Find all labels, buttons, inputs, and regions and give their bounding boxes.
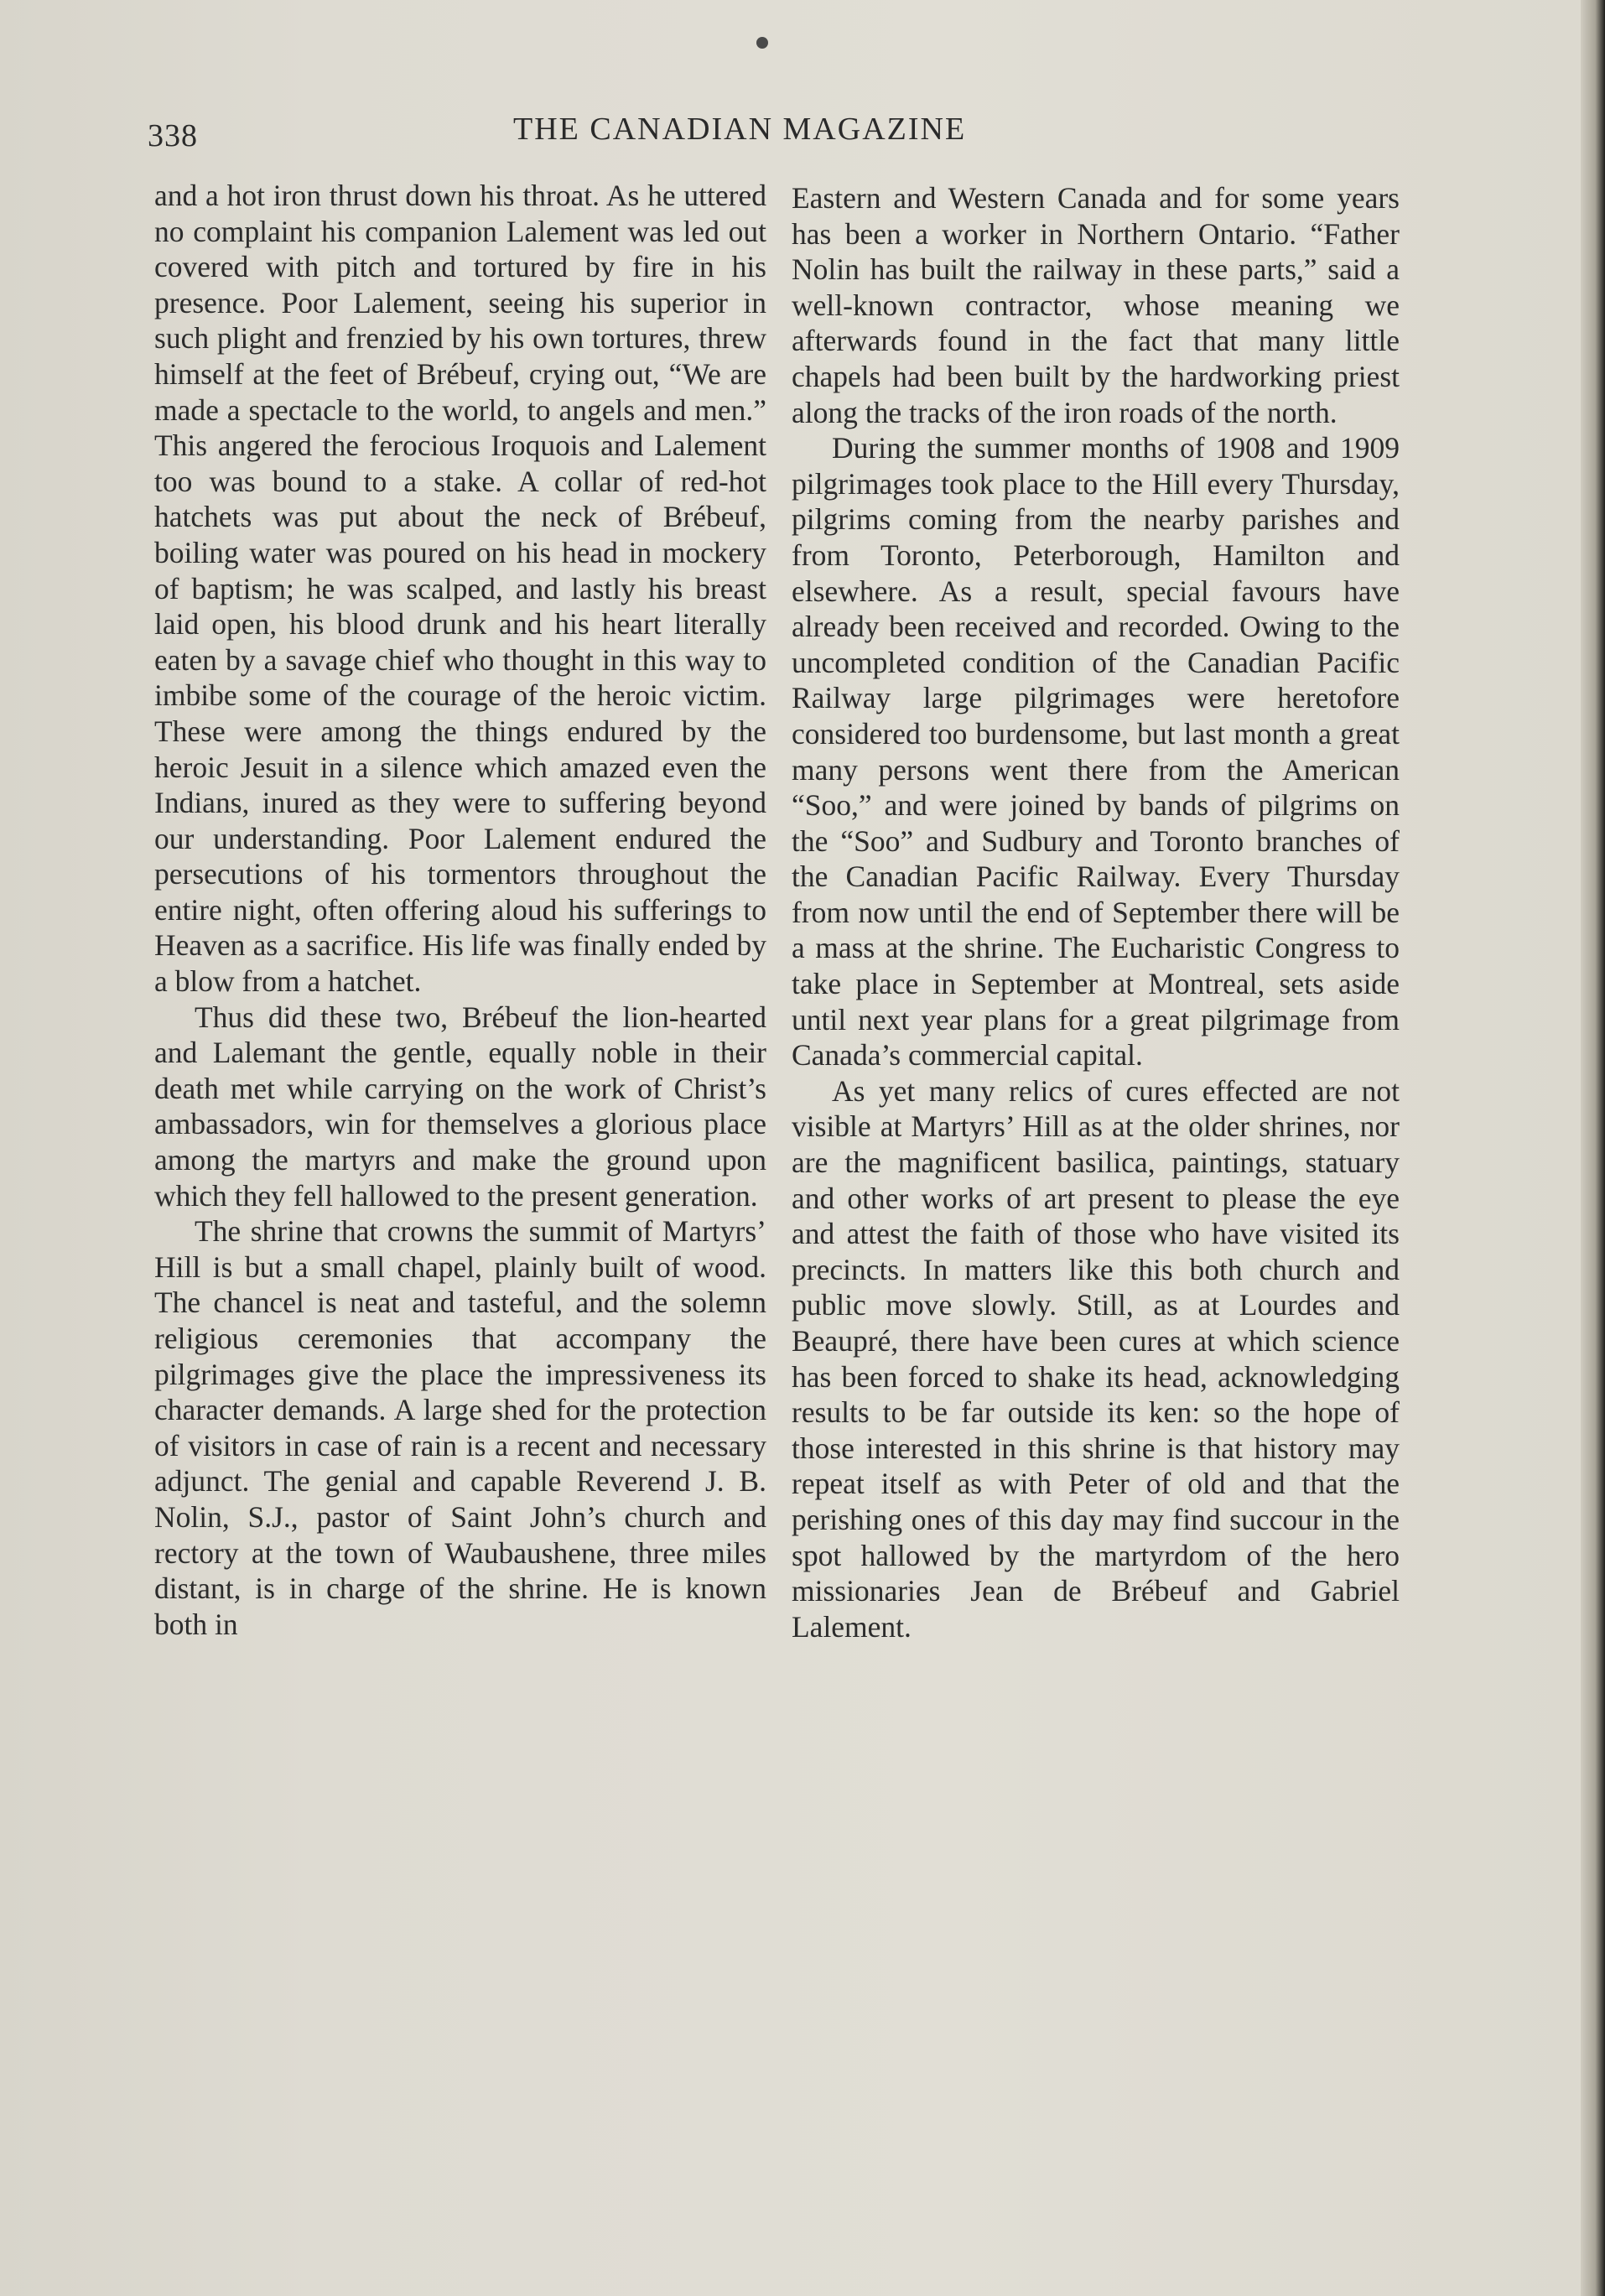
left-paragraph-1: and a hot iron thrust down his throat. As he uttered no complaint his companion Lalement was led out covered with pitch and tortured by fire in his presence. Poor Lalement, seeing his superior in such plight and frenzied by his own tortures, threw himself at the feet of Brébeuf, crying out, “We are made a spectacle to the world, to angels and men.” This angered the ferocious Iroquois and Lalement too was bound to a stake. A collar of red-hot hatchets was put about the neck of Brébeuf, boiling water was poured on his head in mockery of baptism; he was scalped, and lastly his breast laid open, his blood drunk and his heart literally eaten by a savage chief who thought in this way to imbibe some of the courage of the heroic victim. These were among the things endured by the heroic Jesuit in a silence which amazed even the Indians, inured as they were to suffering beyond our understanding. Poor Lalement endured the persecutions of his tormentors throughout the entire night, often offering aloud his sufferings to Heaven as a sacrifice. His life was finally ended by a blow from a hatchet. [154,179,766,999]
running-title: THE CANADIAN MAGAZINE [513,112,967,147]
book-spine-edge [1581,0,1605,2296]
ink-dot [756,37,768,49]
left-column [154,178,766,1642]
left-paragraph-2: Thus did these two, Brébeuf the lion-hearted and Lalemant the gentle, equally noble in their death met while carrying on the work of Christ’s ambassadors, win for themselves a glorious place among the martyrs and make the ground upon which they fell hallowed to the present generation. [154,1000,766,1213]
right-paragraph-3: As yet many relics of cures effected are not visible at Martyrs’ Hill as at the older shrines, nor are the magnificent basilica, paintings, statuary and other works of art present to please the eye and attest the faith of those who have visited its precincts. In matters like this both church and public move slowly. Still, as at Lourdes and Beaupré, there have been cures at which science has been forced to shake its head, acknowledging results to be far outside its ken: so the hope of those interested in this shrine is that history may repeat itself as with Peter of old and that the perishing ones of this day may find succour in the spot hallowed by the martyrdom of the hero missionaries Jean de Brébeuf and Gabriel Lalement. [792,1073,1400,1644]
right-paragraph-2: During the summer months of 1908 and 1909 pilgrimages took place to the Hill every Thursday, pilgrims coming from the nearby parishes and from Toronto, Peterborough, Hamilton and elsewhere. As a result, special favours have already been received and recorded. Owing to the uncompleted condition of the Canadian Pacific Railway large pilgrimages were heretofore considered too burdensome, but last month a great many persons went there from the American “Soo,” and were joined by bands of pilgrims on the “Soo” and Sudbury and Toronto branches of the Canadian Pacific Railway. Every Thursday from now until the end of September there will be a mass at the shrine. The Eucharistic Congress to take place in September at Montreal, sets aside until next year plans for a great pilgrimage from Canada’s commercial capital. [792,431,1400,1073]
right-column [792,180,1400,1644]
page-number: 338 [148,118,198,153]
right-paragraph-1: Eastern and Western Canada and for some years has been a worker in Northern Ontario. “Father Nolin has built the railway in these parts,” said a well-known contractor, whose meaning we afterwards found in the fact that many little chapels had been built by the hardworking priest along the tracks of the iron roads of the north. [792,181,1400,429]
left-paragraph-3: The shrine that crowns the summit of Martyrs’ Hill is but a small chapel, plainly built of wood. The chancel is neat and tasteful, and the solemn religious ceremonies that accompany the pilgrimages give the place the impressiveness its character demands. A large shed for the protection of visitors in case of rain is a recent and necessary adjunct. The genial and capable Reverend J. B. Nolin, S.J., pastor of Saint John’s church and rectory at the town of Waubaushene, three miles distant, is in charge of the shrine. He is known both in [154,1214,766,1641]
